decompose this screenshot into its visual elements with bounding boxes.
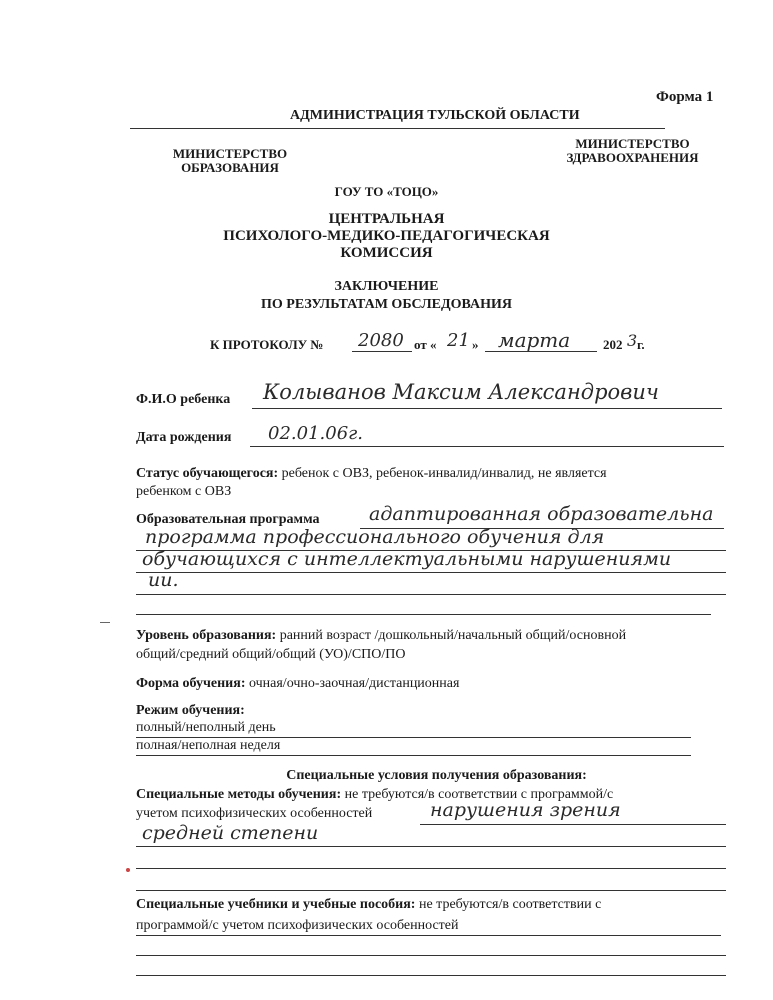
ministry-right-line1: МИНИСТЕРСТВО <box>575 136 690 151</box>
header-rule <box>130 128 665 129</box>
methods-underline1 <box>420 824 726 825</box>
protocol-number: 2080 <box>358 330 404 351</box>
special-heading: Специальные условия получения образования: <box>286 768 587 783</box>
status-options: ребенок с ОВЗ, ребенок-инвалид/инвалид, не является <box>278 466 607 481</box>
level-label: Уровень образования: <box>136 628 277 643</box>
ministry-left <box>150 147 310 175</box>
methods-hw1: нарушения зрения <box>430 799 621 821</box>
child-name: Колыванов Максим Александрович <box>263 380 659 404</box>
mode-line1: полный/неполный день <box>136 720 276 735</box>
books-underline1 <box>136 935 721 936</box>
mode-underline2 <box>136 755 691 756</box>
program-line3 <box>136 572 726 573</box>
ministry-left-line2: ОБРАЗОВАНИЯ <box>181 160 279 175</box>
ministry-right <box>545 137 720 165</box>
level-options: ранний возраст /дошкольный/начальный общий/основной <box>276 628 627 643</box>
scan-mark <box>100 622 110 623</box>
protocol-from: от « <box>414 337 437 352</box>
form-line <box>136 676 459 692</box>
commission-line3: КОМИССИЯ <box>340 245 433 261</box>
program-line5 <box>136 614 711 615</box>
protocol-month: марта <box>498 328 571 352</box>
methods-underline2 <box>136 846 726 847</box>
level-line2: общий/средний общий/общий (УО)/СПО/ПО <box>136 647 406 662</box>
status-line2: ребенком с ОВЗ <box>136 484 232 499</box>
books-line2: программой/с учетом психофизических особенностей <box>136 918 459 933</box>
program-hw-line4: ии. <box>148 569 179 591</box>
protocol-year-prefix: 202 <box>603 337 623 352</box>
protocol-close-quote: » <box>472 337 479 352</box>
program-label: Образовательная программа <box>136 512 320 527</box>
scan-dot <box>126 868 130 872</box>
conclusion-title <box>0 278 773 314</box>
program-line4 <box>136 594 726 595</box>
org-name: ГОУ ТО «ТОЦО» <box>334 184 439 199</box>
birth-label: Дата рождения <box>136 430 232 445</box>
methods-options: не требуются/в соответствии с программой/с <box>341 787 614 802</box>
ministry-right-line2: ЗДРАВООХРАНЕНИЯ <box>566 150 699 165</box>
mode-label: Режим обучения: <box>136 703 245 718</box>
methods-underline4 <box>136 890 726 891</box>
conclusion-line1: ЗАКЛЮЧЕНИЕ <box>334 279 439 294</box>
protocol-year-suffix: г. <box>637 337 645 352</box>
program-hw-line1: адаптированная образовательна <box>369 503 714 525</box>
form-label: Форма 1 <box>656 89 714 105</box>
methods-hw2: средней степени <box>142 822 319 844</box>
protocol-year-digit: 3 <box>627 331 638 350</box>
birth-line <box>250 446 724 447</box>
methods-line2: учетом психофизических особенностей <box>136 806 373 821</box>
books-options: не требуются/в соответствии с <box>415 897 602 912</box>
books-underline2 <box>136 955 726 956</box>
protocol-month-line <box>485 351 597 352</box>
protocol-number-line <box>352 351 412 352</box>
birth-value: 02.01.06г. <box>268 423 363 444</box>
administration-title: АДМИНИСТРАЦИЯ ТУЛЬСКОЙ ОБЛАСТИ <box>290 108 580 123</box>
child-label: Ф.И.О ребенка <box>136 392 231 407</box>
ministry-left-line1: МИНИСТЕРСТВО <box>172 146 288 161</box>
conclusion-line2: ПО РЕЗУЛЬТАТАМ ОБСЛЕДОВАНИЯ <box>261 297 512 312</box>
books-line1 <box>136 897 601 913</box>
level-line1 <box>136 628 626 644</box>
form-options: очная/очно-заочная/дистанционная <box>245 676 460 691</box>
program-hw-line2: программа профессионального обучения для <box>145 526 605 548</box>
methods-label: Специальные методы обучения: <box>136 787 342 802</box>
protocol-prefix: К ПРОТОКОЛУ № <box>210 337 324 352</box>
commission-line1: ЦЕНТРАЛЬНАЯ <box>328 211 445 227</box>
mode-line2: полная/неполная неделя <box>136 738 281 753</box>
program-hw-line3: обучающихся с интеллектуальными нарушениями <box>142 548 672 570</box>
status-label: Статус обучающегося: <box>136 466 279 481</box>
form-label-text: Форма обучения: <box>136 676 246 691</box>
commission-line2: ПСИХОЛОГО-МЕДИКО-ПЕДАГОГИЧЕСКАЯ <box>223 228 550 244</box>
books-label: Специальные учебники и учебные пособия: <box>136 897 416 912</box>
commission-title <box>0 211 773 262</box>
child-name-line <box>252 408 722 409</box>
protocol-day: 21 <box>447 330 470 351</box>
methods-underline3 <box>136 868 726 869</box>
status-line1 <box>136 466 607 482</box>
books-underline3 <box>136 975 726 976</box>
